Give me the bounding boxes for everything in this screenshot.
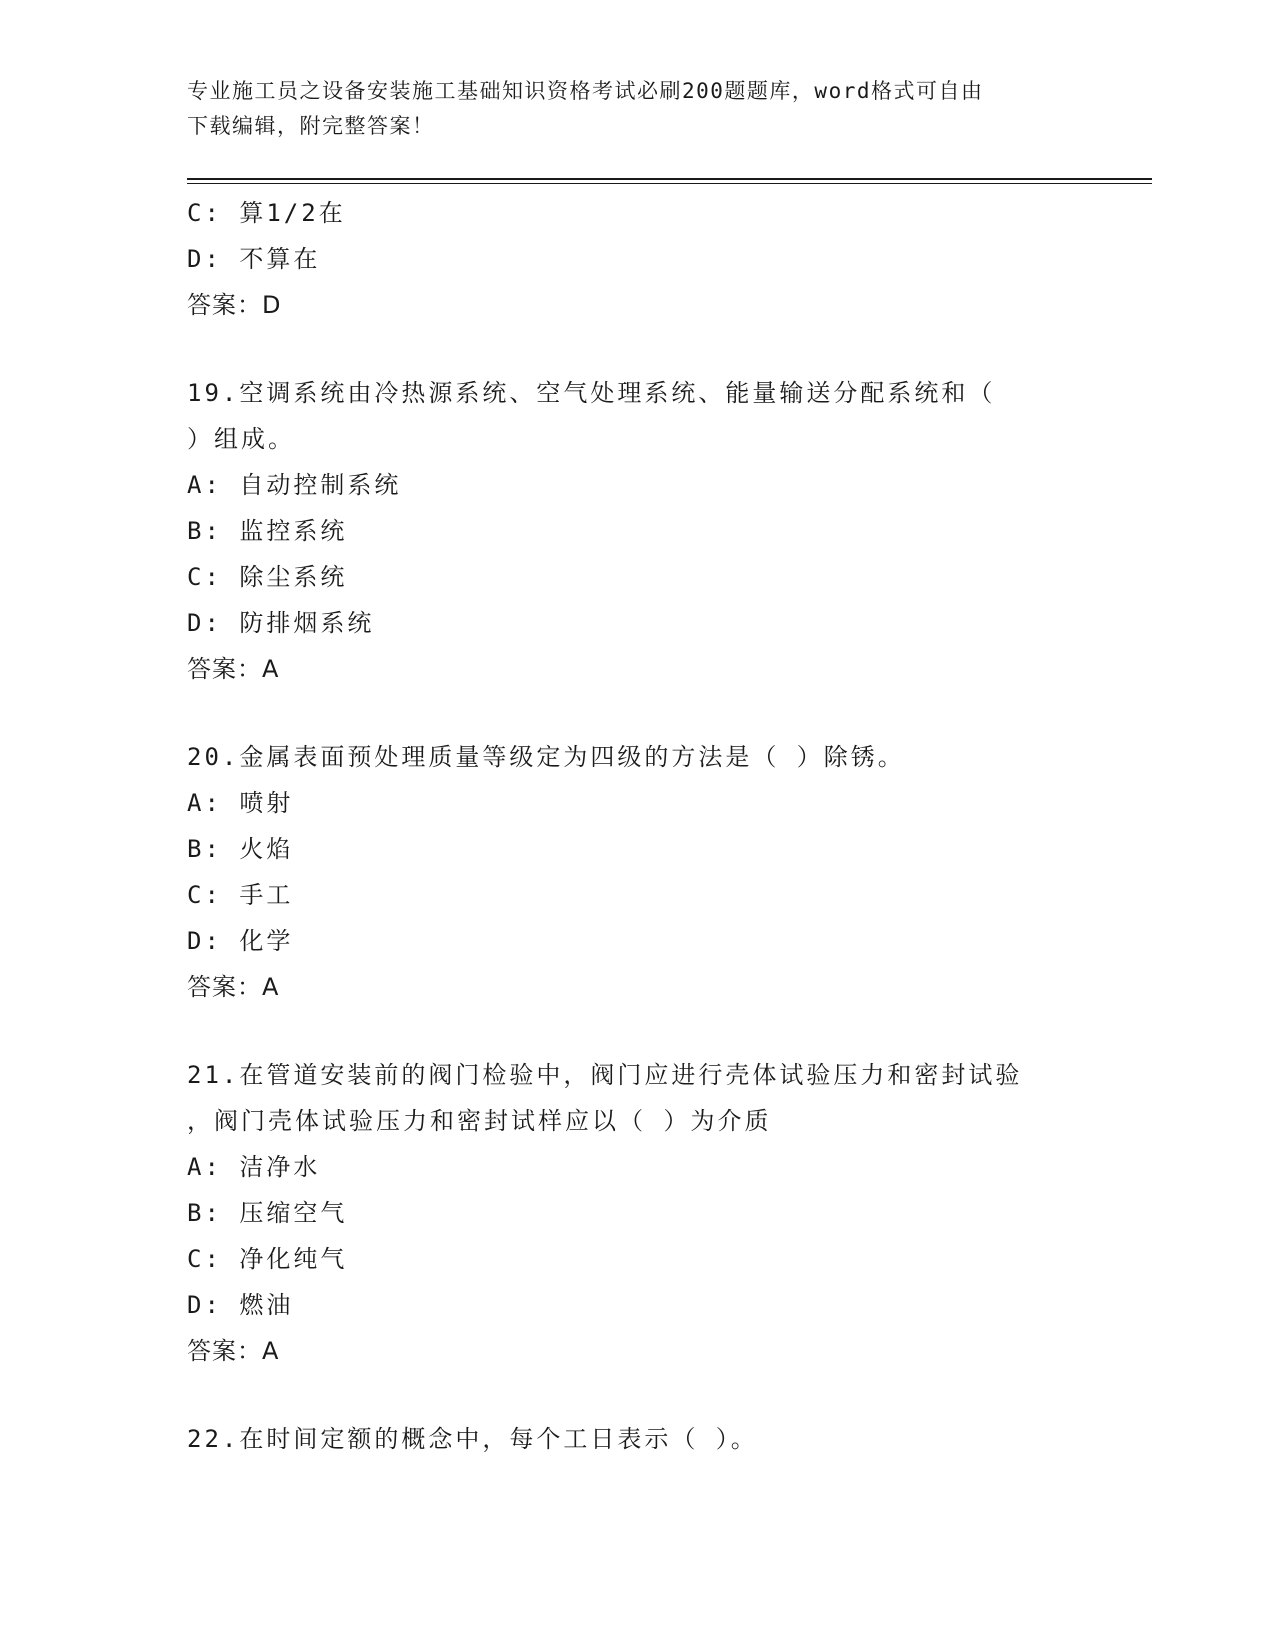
question-block-21 xyxy=(187,1052,1187,1374)
spacer xyxy=(187,692,1187,734)
question-block-20 xyxy=(187,734,1187,1010)
header-title-line-2: 下载编辑，附完整答案！ xyxy=(187,114,435,138)
option-a: A: 洁净水 xyxy=(187,1153,321,1181)
question-stem: 21.在管道安装前的阀门检验中，阀门应进行壳体试验压力和密封试验 xyxy=(187,1061,1023,1089)
question-block-18 xyxy=(187,190,1187,328)
answer-line: 答案：A xyxy=(187,973,280,1001)
question-stem-continued: ，阀门壳体试验压力和密封试样应以（ ）为介质 xyxy=(187,1107,772,1135)
question-stem: 20.金属表面预处理质量等级定为四级的方法是（ ）除锈。 xyxy=(187,743,905,771)
option-c: C: 除尘系统 xyxy=(187,563,348,591)
question-stem-continued: ）组成。 xyxy=(187,425,295,453)
question-list xyxy=(187,190,1187,1462)
spacer xyxy=(187,1374,1187,1416)
option-b: B: 监控系统 xyxy=(187,517,348,545)
spacer xyxy=(187,1010,1187,1052)
question-block-22 xyxy=(187,1416,1187,1462)
option-d: D: 防排烟系统 xyxy=(187,609,375,637)
question-stem: 22.在时间定额的概念中，每个工日表示（ ）。 xyxy=(187,1425,758,1453)
option-b: B: 火焰 xyxy=(187,835,294,863)
option-d: D: 化学 xyxy=(187,927,294,955)
answer-line: 答案：A xyxy=(187,1337,280,1365)
header-title-line-1: 专业施工员之设备安装施工基础知识资格考试必刷200题题库，word格式可自由 xyxy=(187,79,984,103)
question-block-19 xyxy=(187,370,1187,692)
option-c: C: 净化纯气 xyxy=(187,1245,348,1273)
option-b: B: 压缩空气 xyxy=(187,1199,348,1227)
option-c: C: 算1/2在 xyxy=(187,199,346,227)
option-a: A: 喷射 xyxy=(187,789,294,817)
question-stem: 19.空调系统由冷热源系统、空气处理系统、能量输送分配系统和（ xyxy=(187,379,996,407)
answer-line: 答案：A xyxy=(187,655,280,683)
header-divider-thin xyxy=(187,183,1152,184)
spacer xyxy=(187,328,1187,370)
page-header xyxy=(187,74,1087,144)
option-d: D: 不算在 xyxy=(187,245,321,273)
option-a: A: 自动控制系统 xyxy=(187,471,402,499)
header-divider-thick xyxy=(187,178,1152,180)
option-c: C: 手工 xyxy=(187,881,294,909)
option-d: D: 燃油 xyxy=(187,1291,294,1319)
answer-line: 答案：D xyxy=(187,291,282,319)
